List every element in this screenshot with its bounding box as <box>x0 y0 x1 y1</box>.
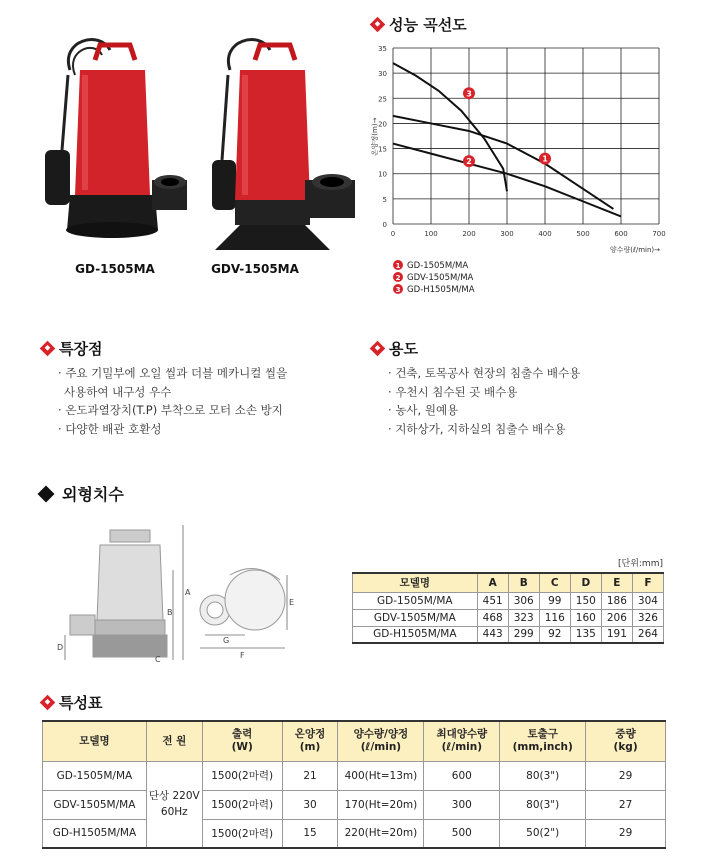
diamond-bullet-icon <box>370 17 386 33</box>
dimension-cell: 160 <box>570 609 601 626</box>
dimension-cell: 92 <box>539 626 570 643</box>
specs-header-cell: 중량 (kg) <box>586 721 666 761</box>
feature-item: · 다양한 배관 호환성 <box>58 420 287 439</box>
specs-header-cell: 모델명 <box>43 721 147 761</box>
dimension-cell: 150 <box>570 592 601 609</box>
usage-item: · 지하상가, 지하실의 침출수 배수용 <box>388 420 580 439</box>
specs-cell: 29 <box>586 819 666 848</box>
table-row <box>43 761 666 790</box>
dimension-cell: 206 <box>601 609 632 626</box>
dimension-cell: 135 <box>570 626 601 643</box>
y-tick-label: 5 <box>382 195 387 204</box>
y-axis-label: 온양정(m)→ <box>371 117 379 156</box>
specs-table-body <box>43 761 666 848</box>
curve-heading: 성능 곡선도 <box>372 14 467 35</box>
dimension-cell: 304 <box>632 592 663 609</box>
y-tick-label: 25 <box>378 95 387 104</box>
dimension-drawing <box>55 520 305 680</box>
dim-label-g: G <box>223 636 230 645</box>
y-tick-label: 35 <box>378 45 387 53</box>
y-tick-label: 15 <box>378 145 387 154</box>
specs-cell: 50(2") <box>500 819 586 848</box>
performance-chart-svg <box>355 40 715 320</box>
features-heading: 특장점 <box>42 338 102 359</box>
y-tick-label: 30 <box>378 70 387 79</box>
dimension-cell: 264 <box>632 626 663 643</box>
specs-cell: 27 <box>586 790 666 819</box>
table-row <box>353 592 664 609</box>
usage-item: · 건축, 토목공사 현장의 침출수 배수용 <box>388 364 580 383</box>
table-row <box>43 819 666 848</box>
x-tick-label: 100 <box>424 230 438 238</box>
specs-cell: 80(3") <box>500 761 586 790</box>
dim-label-c: C <box>155 655 161 664</box>
specs-cell: 220(Ht=20m) <box>338 819 424 848</box>
specs-cell: 29 <box>586 761 666 790</box>
dimension-unit: [단위:mm] <box>618 559 663 569</box>
dimension-header-cell: A <box>477 573 508 592</box>
feature-item: · 온도과열장치(T.P) 부착으로 모터 소손 방지 <box>58 401 287 420</box>
specs-cell: 400(Ht=13m) <box>338 761 424 790</box>
usage-item: · 농사, 원예용 <box>388 401 580 420</box>
dimension-cell: 326 <box>632 609 663 626</box>
product-image-gd <box>40 30 190 250</box>
usage-item: · 우천시 침수된 곳 배수용 <box>388 383 580 402</box>
table-row <box>353 609 664 626</box>
dimension-cell: 468 <box>477 609 508 626</box>
specs-cell: 1500(2마력) <box>202 761 282 790</box>
dim-label-f: F <box>240 651 245 660</box>
performance-chart <box>355 40 715 320</box>
legend-marker-label: 1 <box>395 262 401 270</box>
specs-cell: 170(Ht=20m) <box>338 790 424 819</box>
specs-header-cell: 토출구 (mm,inch) <box>500 721 586 761</box>
diamond-bullet-icon <box>40 341 56 357</box>
legend-marker-label: 3 <box>395 286 401 294</box>
specs-header-cell: 전 원 <box>146 721 202 761</box>
series-marker-label: 2 <box>466 157 472 167</box>
y-tick-label: 0 <box>382 221 387 229</box>
dimension-table-header <box>353 573 664 592</box>
specs-cell: 300 <box>424 790 500 819</box>
dimension-cell: 186 <box>601 592 632 609</box>
dimension-cell: 99 <box>539 592 570 609</box>
x-tick-label: 0 <box>390 230 396 238</box>
usage-heading: 용도 <box>372 338 418 359</box>
specs-model-cell: GDV-1505M/MA <box>43 790 147 819</box>
legend-entry: GDV-1505M/MA <box>407 273 474 283</box>
specs-cell: 1500(2마력) <box>202 819 282 848</box>
table-row <box>353 626 664 643</box>
x-tick-label: 300 <box>500 230 514 238</box>
specs-cell: 21 <box>282 761 338 790</box>
dimensions-heading: 외형치수 <box>40 482 124 505</box>
x-tick-label: 700 <box>652 230 666 238</box>
legend-entry: GD-H1505M/MA <box>407 285 475 295</box>
dimension-cell: 116 <box>539 609 570 626</box>
dim-label-b: B <box>167 608 173 617</box>
dimension-cell: 323 <box>508 609 539 626</box>
features-list <box>58 364 287 438</box>
y-tick-label: 20 <box>378 120 387 129</box>
dimension-cell: 443 <box>477 626 508 643</box>
dimension-header-cell: B <box>508 573 539 592</box>
diamond-black-icon <box>38 485 55 502</box>
specs-header-cell: 양수량/양정 (ℓ/min) <box>338 721 424 761</box>
dimension-header-cell: F <box>632 573 663 592</box>
series-marker-label: 1 <box>542 154 548 164</box>
feature-item: 사용하여 내구성 우수 <box>64 384 172 399</box>
specs-model-cell: GD-1505M/MA <box>43 761 147 790</box>
product-label-gdv: GDV-1505MA <box>211 262 299 276</box>
dimension-cell: GD-1505M/MA <box>353 592 478 609</box>
dimension-table <box>352 572 664 644</box>
y-tick-label: 10 <box>378 170 387 179</box>
specs-cell: 600 <box>424 761 500 790</box>
dimension-cell: 306 <box>508 592 539 609</box>
dimension-cell: 191 <box>601 626 632 643</box>
series-line <box>393 116 613 209</box>
table-row <box>43 790 666 819</box>
specs-power-cell: 단상 220V 60Hz <box>146 761 202 848</box>
specs-cell: 15 <box>282 819 338 848</box>
specs-cell: 30 <box>282 790 338 819</box>
specs-cell: 500 <box>424 819 500 848</box>
specs-table <box>42 720 666 849</box>
dimension-cell: GD-H1505M/MA <box>353 626 478 643</box>
specs-header-cell: 최대양수량 (ℓ/min) <box>424 721 500 761</box>
dimension-header-cell: D <box>570 573 601 592</box>
x-tick-label: 200 <box>462 230 476 238</box>
x-tick-label: 600 <box>614 230 628 238</box>
specs-table-header <box>43 721 666 761</box>
series-marker-label: 3 <box>466 89 472 99</box>
dimension-header-cell: E <box>601 573 632 592</box>
specs-heading: 특성표 <box>42 692 102 713</box>
specs-header-cell: 출력 (W) <box>202 721 282 761</box>
product-label-gd: GD-1505MA <box>75 262 155 276</box>
dimension-cell: 299 <box>508 626 539 643</box>
feature-item: · 주요 기밀부에 오일 씰과 더블 메카니컬 씰을 <box>58 364 287 383</box>
product-image-gdv <box>210 30 360 255</box>
x-axis-label: 양수량(ℓ/min)→ <box>609 246 660 254</box>
dim-label-d: D <box>57 643 64 652</box>
specs-header-cell: 온양정 (m) <box>282 721 338 761</box>
dimension-cell: GDV-1505M/MA <box>353 609 478 626</box>
diamond-bullet-icon <box>370 341 386 357</box>
dimension-cell: 451 <box>477 592 508 609</box>
diamond-bullet-icon <box>40 695 56 711</box>
dimension-header-cell: 모델명 <box>353 573 478 592</box>
legend-marker-label: 2 <box>395 274 401 282</box>
dim-label-a: A <box>185 588 191 597</box>
dim-label-e: E <box>289 598 295 607</box>
legend-entry: GD-1505M/MA <box>407 261 469 271</box>
usage-list <box>388 364 580 438</box>
specs-cell: 80(3") <box>500 790 586 819</box>
specs-cell: 1500(2마력) <box>202 790 282 819</box>
dimension-table-body <box>353 592 664 643</box>
x-tick-label: 500 <box>576 230 590 238</box>
x-tick-label: 400 <box>538 230 552 238</box>
specs-model-cell: GD-H1505M/MA <box>43 819 147 848</box>
dimension-header-cell: C <box>539 573 570 592</box>
